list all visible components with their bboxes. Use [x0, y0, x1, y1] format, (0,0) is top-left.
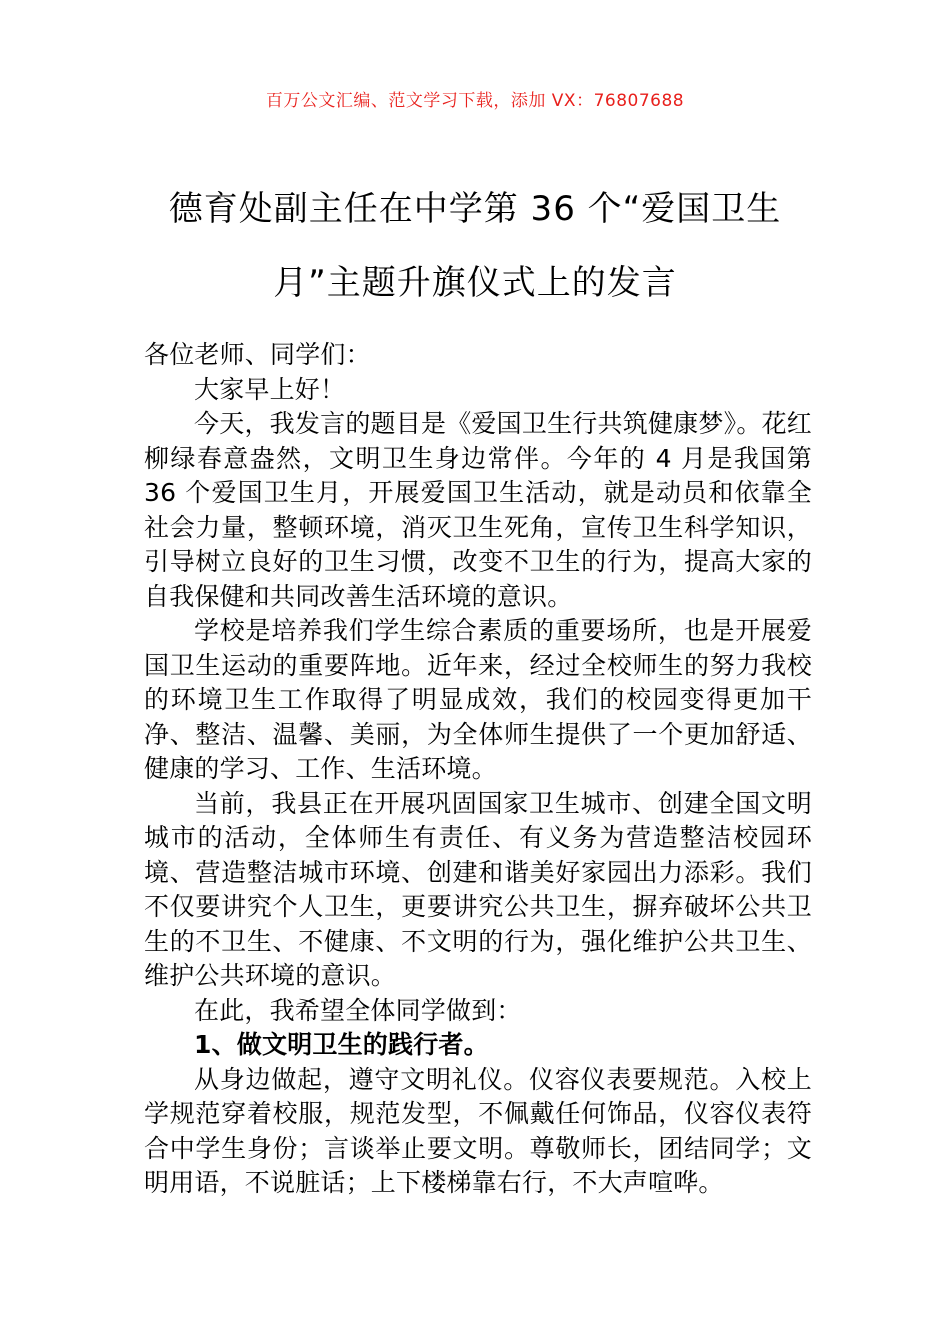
paragraph: 在此，我希望全体同学做到： [194, 995, 522, 1025]
title-line-1: 德育处副主任在中学第 36 个“爱国卫生 [168, 189, 782, 229]
title-line-2: 月”主题升旗仪式上的发言 [273, 263, 677, 303]
salutation: 各位老师、同学们： [144, 340, 371, 369]
greeting: 大家早上好！ [194, 374, 346, 404]
paragraph: 今天，我发言的题目是《爱国卫生行共筑健康梦》。花红柳绿春意盎然，文明卫生身边常伴。今年的 4 月是我国第 36 个爱国卫生月，开展爱国卫生活动，就是动员和依靠全社会力量，整顿环境，消灭卫生死角，宣传卫生科学知识，引导树立良好的卫生习惯，改变不卫生的行为，提高大家的自我保健和共同改善生活环境的意识。 [144, 409, 812, 611]
section-heading: 1、做文明卫生的践行者。 [194, 1030, 489, 1059]
watermark-banner: 百万公文汇编、范文学习下载，添加 VX：76807688 [265, 91, 685, 111]
paragraph: 当前，我县正在开展巩固国家卫生城市、创建全国文明城市的活动，全体师生有责任、有义务为营造整洁校园环境、营造整洁城市环境、创建和谐美好家园出力添彩。我们不仅要讲究个人卫生，更要讲究公共卫生，摒弃破坏公共卫生的不卫生、不健康、不文明的行为，强化维护公共卫生、维护公共环境的意识。 [144, 788, 812, 990]
paragraph: 从身边做起，遵守文明礼仪。仪容仪表要规范。入校上学规范穿着校服，规范发型，不佩戴任何饰品，仪容仪表符合中学生身份；言谈举止要文明。尊敬师长，团结同学；文明用语，不说脏话；上下楼梯靠右行，不大声喧哗。 [144, 1064, 812, 1197]
document-title [100, 172, 850, 320]
paragraph: 学校是培养我们学生综合素质的重要场所，也是开展爱国卫生运动的重要阵地。近年来，经过全校师生的努力我校的环境卫生工作取得了明显成效，我们的校园变得更加干净、整洁、温馨、美丽，为全体师生提供了一个更加舒适、健康的学习、工作、生活环境。 [144, 616, 812, 783]
document-body [144, 338, 812, 1201]
